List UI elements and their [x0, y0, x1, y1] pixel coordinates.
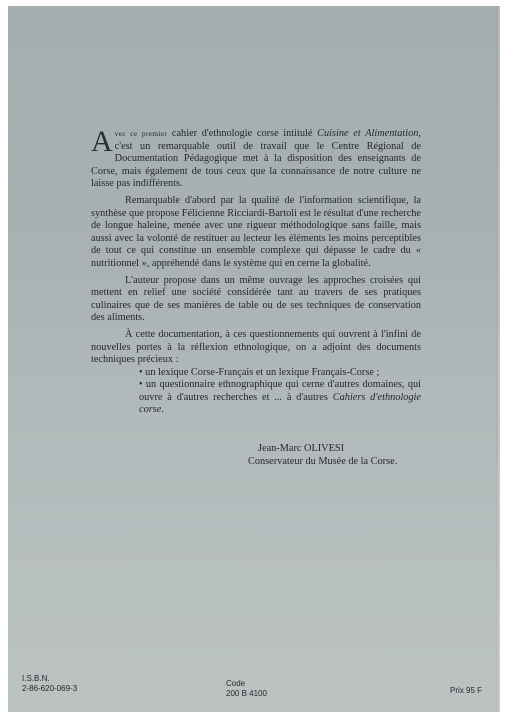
book-title: Cuisine et Alimentation: [317, 128, 419, 139]
author-role: Conservateur du Musée de la Corse.: [248, 455, 398, 467]
isbn-label: I.S.B.N.: [22, 674, 50, 683]
signature-block: [248, 443, 397, 468]
code-value: 200 B 4100: [226, 689, 267, 698]
cover-edge-shade: [496, 6, 500, 712]
list-item-questionnaire: [139, 379, 421, 417]
documents-list: [139, 367, 421, 417]
code-block: [226, 679, 267, 699]
cover-text-block: [91, 125, 421, 417]
list-item-end: .: [161, 404, 164, 416]
code-label: Code: [226, 679, 246, 688]
isbn-block: [22, 674, 77, 694]
intro-paragraph: [91, 125, 421, 191]
intro-text-1: cahier d'ethnologie corse intitulé: [167, 128, 318, 139]
drop-cap: A: [91, 125, 113, 158]
list-item-questionnaire-text: • un questionnaire ethnographique qui cerne d'autres domaines, qui ouvre à d'autres recherches et ... à d'autres: [139, 379, 421, 403]
price-label: Prix 95 F: [450, 686, 483, 695]
intro-smallcaps: vec ce premier: [114, 129, 168, 138]
list-item-lexicon: • un lexique Corse-Français et un lexique Français-Corse ;: [139, 366, 380, 378]
intro-text-2: , c'est un remarquable outil de travail que le Centre Régional de Documentation Pédagogique met à la disposition des enseignants de Corse, mais également de tous ceux que la connaissance de notre culture ne laisse pas indifférents.: [91, 128, 421, 190]
cahiers-title: Cahiers d'ethnologie corse: [139, 391, 421, 416]
paragraph-documentation: À cette documentation, à ces questionnements qui ouvrent à l'infini de nouvelles portes à la réflexion ethnologique, on a adjoint des documents techniques précieux :: [91, 328, 421, 366]
paragraph-quality: Remarquable d'abord par la qualité de l'information scientifique, la synthèse que propose Félicienne Ricciardi-Bartoli est le résultat d'une recherche de longue haleine, menée avec une rigueur méthodologique sans faille, mais aussi avec la volonté de restituer au lecteur les éléments les moins perceptibles de tout ce qui constitue un ensemble complexe qui dépasse le cadre du « nutritionnel », appréhendé dans le système qui en cerne la globalité.: [91, 194, 421, 269]
isbn-value: 2-86-620-069-3: [22, 684, 78, 693]
author-name: Jean-Marc OLIVESI: [258, 443, 345, 454]
paragraph-approaches: L'auteur propose dans un même ouvrage les approches croisées qui mettent en relief une société considérée tant au travers de ses pratiques culinaires que de ses manières de table ou de ses techniques de conservation des aliments.: [91, 274, 421, 324]
